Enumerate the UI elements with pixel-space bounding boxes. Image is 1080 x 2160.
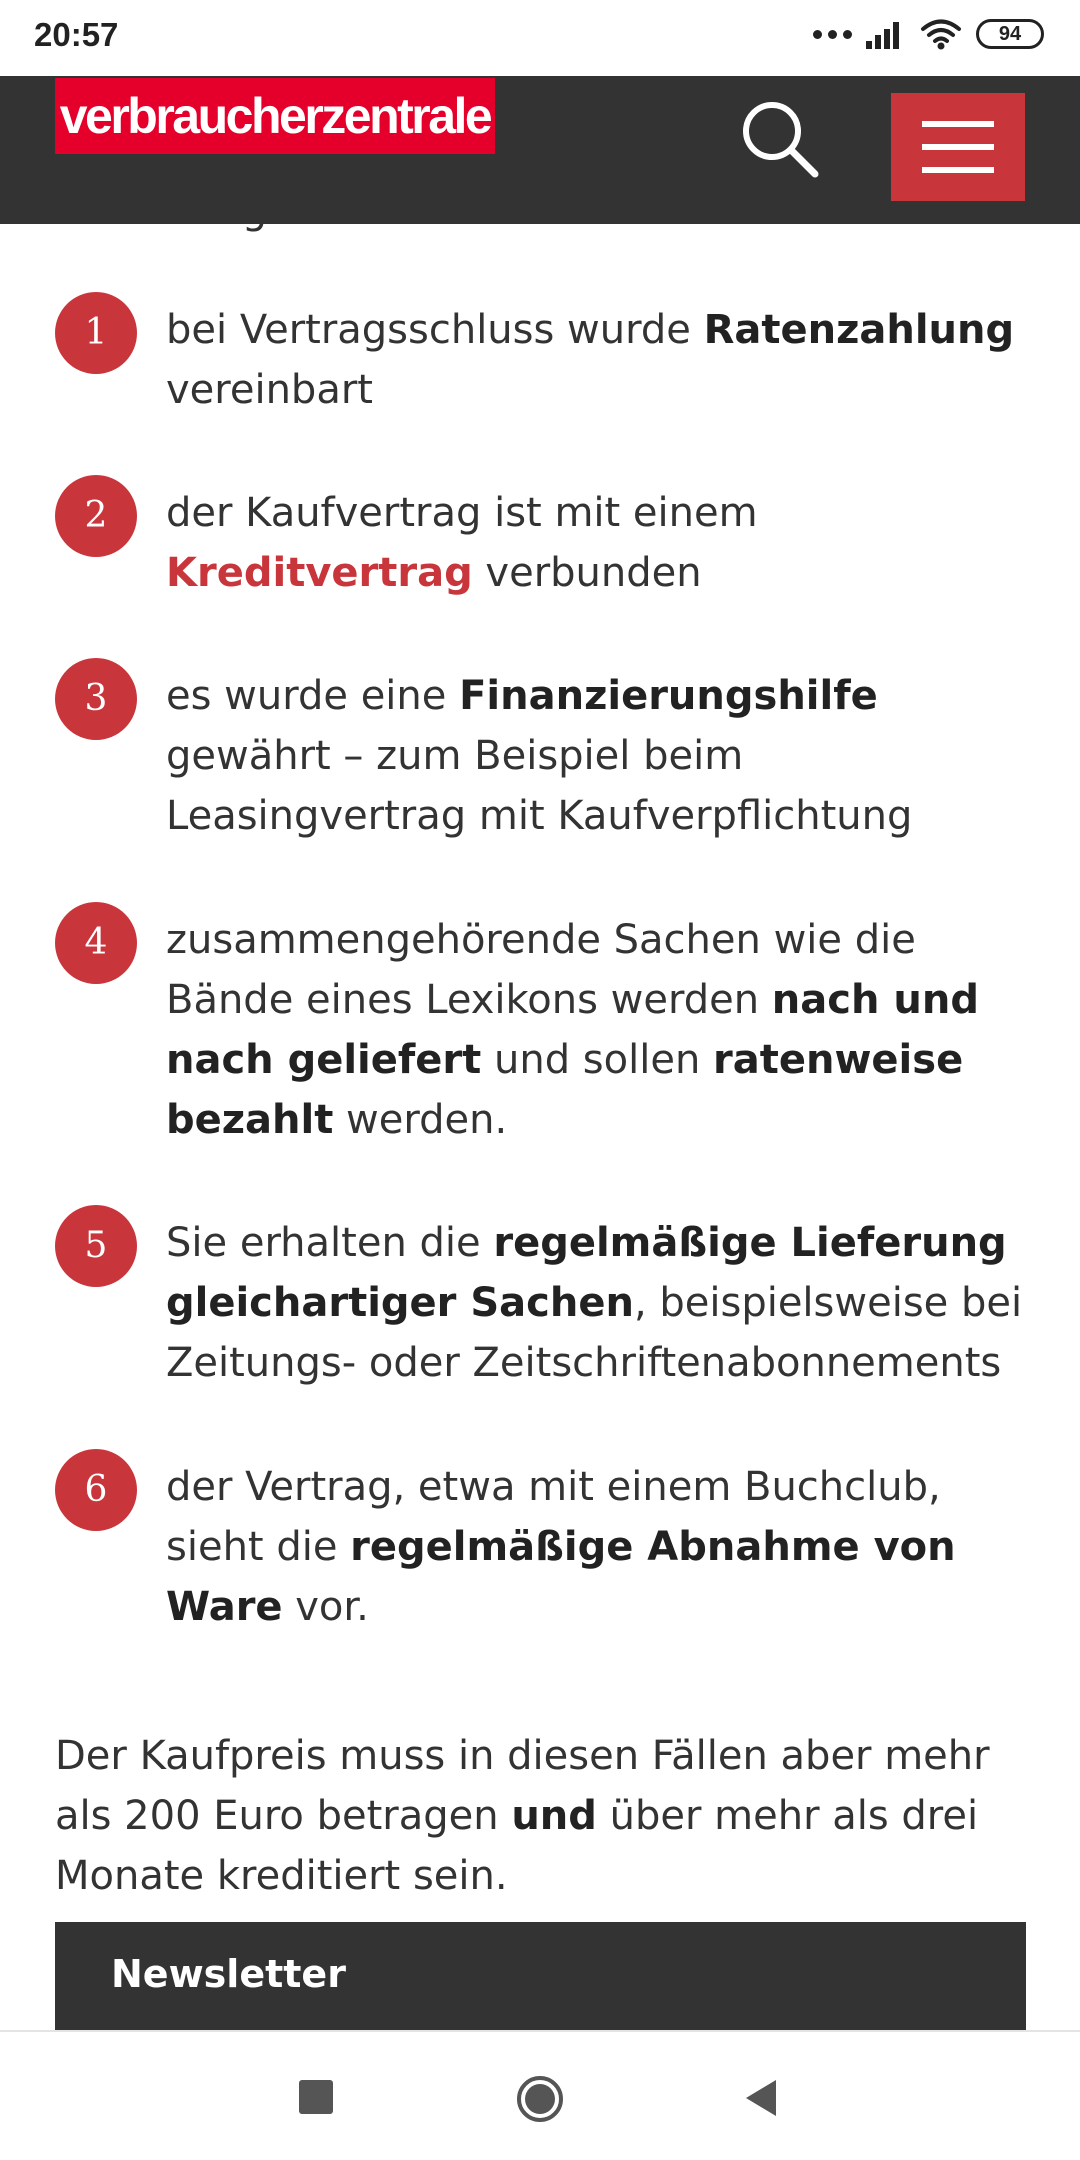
search-button[interactable] xyxy=(735,94,825,184)
signal-icon xyxy=(866,19,906,49)
number-badge: 1 xyxy=(55,292,137,374)
number-badge: 3 xyxy=(55,658,137,740)
newsletter-box[interactable] xyxy=(55,1922,1026,2030)
status-bar xyxy=(0,0,1080,76)
list-item-text: der Kaufvertrag ist mit einem Kreditvertrag verbunden xyxy=(166,490,758,596)
list-item-text: der Vertrag, etwa mit einem Buchclub, sieht die regelmäßige Abnahme von Ware vor. xyxy=(166,1464,956,1630)
system-nav-bar xyxy=(0,2030,1080,2160)
status-icons xyxy=(813,18,1044,50)
list-item-text: Sie erhalten die regelmäßige Lieferung gleichartiger Sachen, beispielsweise bei Zeitungs- oder Zeitschriftenabonnements xyxy=(166,1220,1023,1386)
list-item-text: zusammengehörende Sachen wie die Bände eines Lexikons werden nach und nach geliefert und sollen ratenweise bezahlt werden. xyxy=(166,917,979,1143)
list-item-text: bei Vertragsschluss wurde Ratenzahlung vereinbart xyxy=(166,307,1015,413)
circle-icon xyxy=(516,2075,564,2123)
number-badge: 2 xyxy=(55,475,137,557)
kreditvertrag-link[interactable]: Kreditvertrag xyxy=(166,550,473,596)
home-button[interactable] xyxy=(516,2075,564,2127)
triangle-back-icon xyxy=(744,2078,778,2118)
wifi-icon xyxy=(920,18,962,50)
status-time: 20:57 xyxy=(34,16,119,53)
number-badge: 5 xyxy=(55,1205,137,1287)
number-badge: 4 xyxy=(55,902,137,984)
hamburger-menu-icon xyxy=(922,121,994,173)
recents-button[interactable] xyxy=(299,2080,333,2114)
list-item-text: es wurde eine Finanzierungshilfe gewährt – zum Beispiel beim Leasingvertrag mit Kaufverpflichtung xyxy=(166,673,913,839)
closing-paragraph: Der Kaufpreis muss in diesen Fällen aber mehr als 200 Euro betragen und über mehr als drei Monate kreditiert sein. xyxy=(55,1733,990,1899)
site-header xyxy=(0,76,1080,224)
search-icon xyxy=(735,94,825,184)
number-badge: 6 xyxy=(55,1449,137,1531)
more-dots-icon xyxy=(813,30,852,39)
back-button[interactable] xyxy=(744,2078,778,2122)
site-logo[interactable]: verbraucherzentrale xyxy=(55,78,495,154)
battery-indicator: 94 xyxy=(976,19,1044,49)
newsletter-title: Newsletter xyxy=(111,1952,346,1996)
menu-button[interactable] xyxy=(891,93,1025,201)
